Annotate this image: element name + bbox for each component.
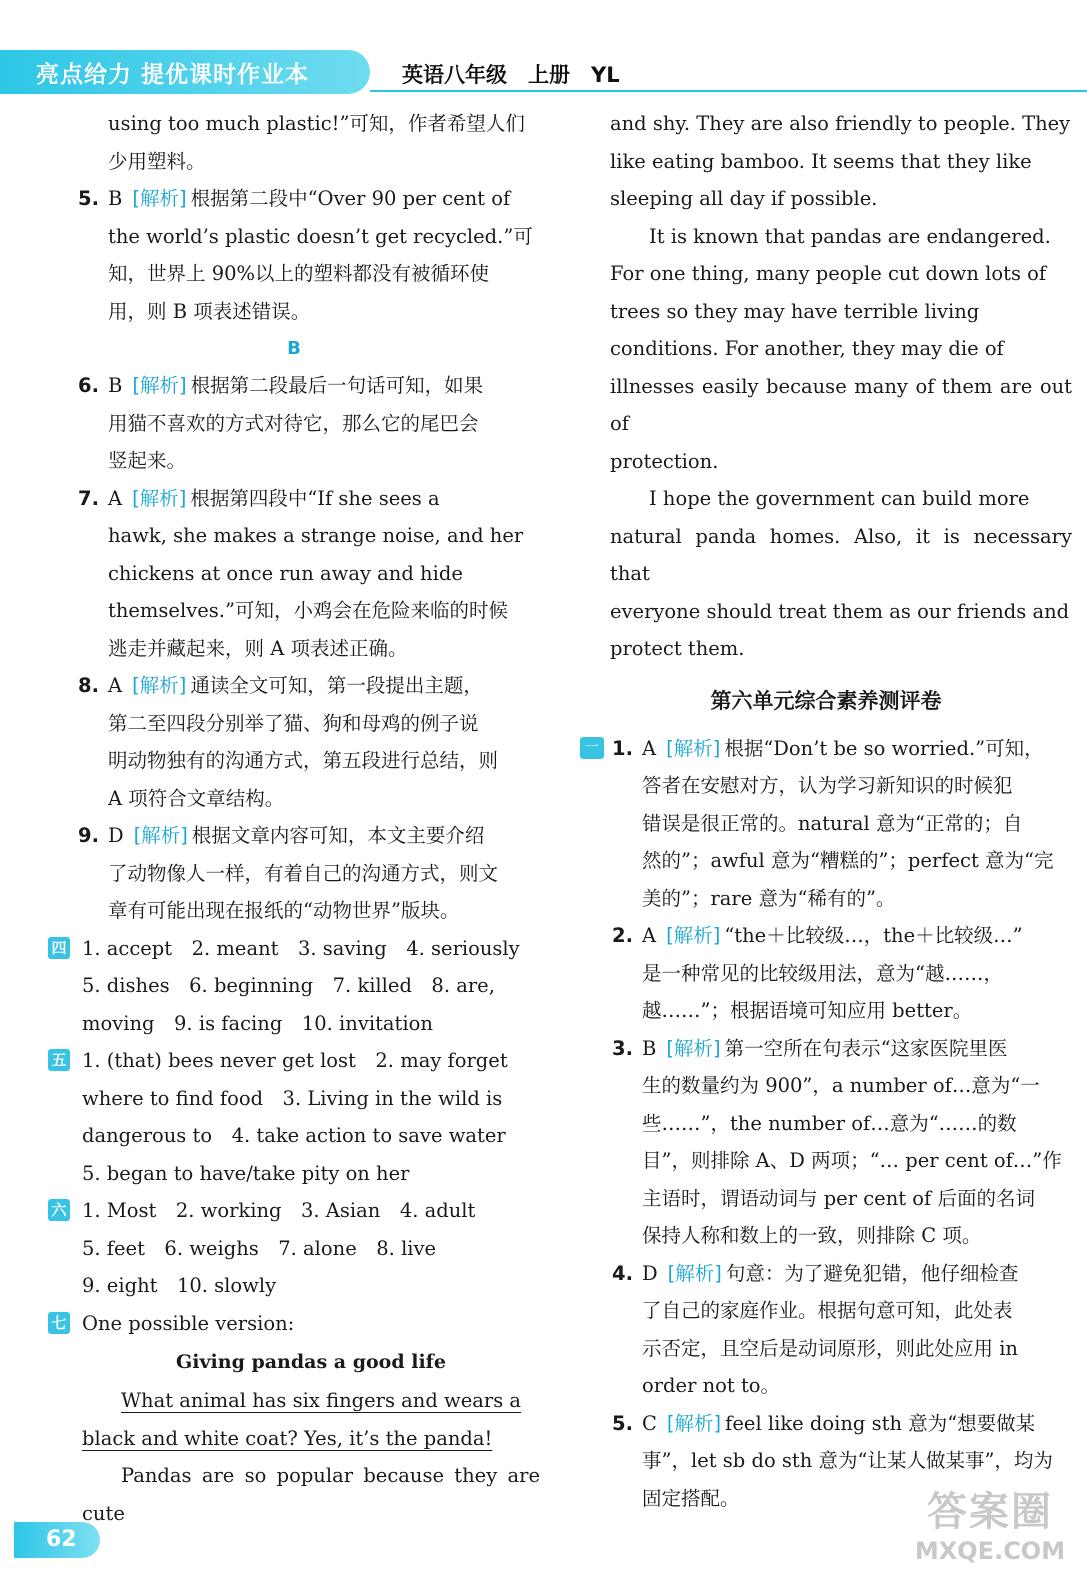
watermark-logo [900, 1488, 1080, 1572]
answer-line: 1. (that) bees never get lost 2. may forget [82, 1049, 508, 1072]
essay-line: sleeping all day if possible. [610, 187, 878, 210]
explanation-line: chickens at once run away and hide [108, 561, 463, 585]
header-divider [370, 90, 1087, 92]
intro-line: using too much plastic!”可知，作者希望人们 [108, 112, 525, 135]
watermark-text: 答案圈 [927, 1489, 1053, 1535]
explanation-line: the world’s plastic doesn’t get recycled.”可 [108, 224, 533, 248]
essay-line: like eating bamboo. It seems that they like [610, 149, 1032, 173]
explanation-line: 些……”，the number of…意为“……的数 [642, 1111, 1017, 1135]
explanation-line: feel like doing sth 意为“想要做某 [725, 1411, 1036, 1435]
analysis-tag: [解析] [666, 1411, 722, 1435]
answer-line: 5. feet 6. weighs 7. alone 8. live [82, 1236, 437, 1260]
answer-line: 9. eight 10. slowly [82, 1274, 277, 1297]
page-header [0, 50, 1087, 96]
answer-item [580, 1255, 1072, 1405]
item-answer: A [642, 924, 657, 947]
item-answer: D [642, 1261, 658, 1285]
item-number: 2. [612, 924, 633, 947]
series-title: 亮点给力 提优课时作业本 [36, 62, 310, 88]
explanation-line: 了自己的家庭作业。根据句意可知，此处表 [642, 1299, 1013, 1322]
essay-line: Pandas are so popular because they are cute [82, 1464, 540, 1525]
item-answer: B [108, 374, 123, 397]
essay-line: everyone should treat them as our friends and [610, 599, 1070, 623]
answer-line: 1. Most 2. working 3. Asian 4. adult [82, 1199, 476, 1222]
series-banner [0, 50, 370, 94]
explanation-line: 根据第四段中“If she sees a [190, 486, 440, 510]
explanation-line: 生的数量约为 900”，a number of…意为“一 [642, 1074, 1040, 1097]
explanation-line: 错误是很正常的。natural 意为“正常的；自 [642, 811, 1023, 835]
essay-paragraph [580, 218, 1072, 481]
analysis-tag: [解析] [132, 187, 187, 210]
analysis-tag: [解析] [133, 824, 188, 847]
essay-line: What animal has six fingers and wears a [121, 1389, 522, 1412]
analysis-tag: [解析] [132, 374, 187, 397]
explanation-line: 根据第二段中“Over 90 per cent of [190, 187, 511, 210]
explanation-line: 明动物独有的沟通方式，第五段进行总结，则 [108, 749, 499, 772]
item-number: 1. [612, 736, 633, 760]
left-column [48, 105, 540, 1532]
explanation-line: “the＋比较级…，the＋比较级…” [724, 924, 1023, 947]
essay-line: illnesses easily because many of them are out of [610, 374, 1072, 435]
explanation-line: A 项符合文章结构。 [108, 786, 285, 810]
explanation-line: 竖起来。 [108, 449, 187, 472]
essay-line: It is known that pandas are endangered. [649, 224, 1051, 248]
watermark-url: MXQE.COM [914, 1537, 1066, 1565]
subject-label: 英语八年级 上册 YL [402, 63, 620, 87]
item-number: 7. [78, 486, 99, 510]
answer-item [48, 817, 540, 930]
answer-item [48, 180, 540, 330]
essay-intro: One possible version: [82, 1311, 295, 1335]
item-answer: A [108, 674, 123, 697]
essay-line: protect them. [610, 637, 745, 660]
essay-line: conditions. For another, they may die of [610, 337, 1004, 360]
explanation-line: 通读全文可知，第一段提出主题， [190, 674, 483, 697]
section-four [48, 930, 540, 1043]
item-number: 9. [78, 824, 99, 847]
section-badge: 四 [48, 937, 70, 959]
answer-item [580, 917, 1072, 1030]
section-badge: 七 [48, 1312, 70, 1334]
item-answer: B [108, 187, 123, 210]
analysis-tag: [解析] [666, 924, 721, 947]
explanation-line: 了动物像人一样，有着自己的沟通方式，则文 [108, 861, 499, 885]
explanation-line: 根据第二段最后一句话可知，如果 [190, 374, 484, 397]
right-column [580, 105, 1072, 1517]
essay-paragraph [580, 480, 1072, 668]
answer-line: dangerous to 4. take action to save water [82, 1124, 506, 1147]
section-badge: 六 [48, 1199, 70, 1221]
answer-line: moving 9. is facing 10. invitation [82, 1011, 433, 1035]
section-five [48, 1042, 540, 1192]
explanation-line: 逃走并藏起来，则 A 项表述正确。 [108, 636, 408, 660]
explanation-line: 答者在安慰对方，认为学习新知识的时候犯 [642, 774, 1013, 797]
essay-line: and shy. They are also friendly to people. They [610, 112, 1071, 135]
analysis-tag: [解析] [132, 674, 187, 697]
explanation-line: 用猫不喜欢的方式对待它，那么它的尾巴会 [108, 411, 479, 435]
explanation-line: 根据“Don’t be so worried.”可知， [724, 736, 1044, 760]
explanation-line: 知，世界上 90%以上的塑料都没有被循环使 [108, 262, 490, 285]
item-answer: A [108, 486, 123, 510]
answer-item [48, 667, 540, 817]
explanation-line: hawk, she makes a strange noise, and her [108, 524, 524, 547]
explanation-line: order not to。 [642, 1374, 781, 1397]
section-seven [48, 1305, 540, 1343]
item-number: 8. [78, 674, 99, 697]
section-badge: 五 [48, 1049, 70, 1071]
essay-line: I hope the government can build more [649, 487, 1030, 510]
essay-line: trees so they may have terrible living [610, 299, 980, 323]
page-number: 62 [14, 1522, 100, 1558]
answer-item [48, 480, 540, 668]
essay-title: Giving pandas a good life [176, 1351, 446, 1373]
item-number: 3. [612, 1036, 633, 1060]
explanation-line: themselves.”可知，小鸡会在危险来临的时候 [108, 599, 508, 622]
item-answer: B [642, 1036, 657, 1060]
section-badge: 一 [580, 737, 604, 759]
answer-item [580, 1030, 1072, 1255]
explanation-line: 越……”；根据语境可知应用 better。 [642, 999, 973, 1022]
explanation-line: 保持人称和数上的一致，则排除 C 项。 [642, 1224, 982, 1247]
answer-line: 1. accept 2. meant 3. saving 4. seriously [82, 936, 520, 960]
explanation-line: 目”，则排除 A、D 两项；“… per cent of…”作 [642, 1149, 1062, 1172]
explanation-line: 章有可能出现在报纸的“动物世界”版块。 [108, 899, 460, 922]
explanation-line: 示否定，且空后是动词原形，则此处应用 in [642, 1336, 1018, 1360]
item-answer: D [108, 824, 124, 847]
analysis-tag: [解析] [666, 736, 721, 760]
unit-title: 第六单元综合素养测评卷 [710, 688, 942, 713]
analysis-tag: [解析] [132, 486, 187, 510]
explanation-line: 根据文章内容可知，本文主要介绍 [191, 824, 485, 847]
item-number: 5. [78, 187, 99, 210]
answer-line: 5. dishes 6. beginning 7. killed 8. are, [82, 974, 495, 997]
explanation-line: 用，则 B 项表述错误。 [108, 299, 311, 323]
section-six [48, 1192, 540, 1305]
explanation-line: 固定搭配。 [642, 1486, 740, 1510]
answer-line: 5. began to have/take pity on her [82, 1161, 410, 1185]
intro-line: 少用塑料。 [108, 149, 206, 173]
explanation-line: 句意：为了避免犯错，他仔细检查 [725, 1261, 1019, 1285]
analysis-tag: [解析] [667, 1261, 722, 1285]
item-number: 5. [612, 1411, 633, 1435]
item-number: 6. [78, 374, 99, 397]
explanation-line: 事”，let sb do sth 意为“让某人做某事”，均为 [642, 1449, 1053, 1472]
answer-item [580, 730, 1072, 918]
item-number: 4. [612, 1261, 633, 1285]
item-answer: C [642, 1411, 657, 1435]
section-letter: B [287, 338, 301, 359]
essay-line: black and white coat? Yes, it’s the panda! [82, 1426, 493, 1450]
analysis-tag: [解析] [666, 1036, 721, 1060]
essay-line: protection. [610, 449, 719, 473]
answer-item [48, 367, 540, 480]
answer-line: where to find food 3. Living in the wild is [82, 1086, 503, 1110]
essay-line: For one thing, many people cut down lots of [610, 262, 1047, 285]
explanation-line: 是一种常见的比较级用法，意为“越……， [642, 961, 1003, 985]
explanation-line: 第一空所在句表示“这家医院里医 [724, 1036, 1008, 1060]
explanation-line: 美的”；rare 意为“稀有的”。 [642, 886, 896, 910]
item-answer: A [642, 736, 657, 760]
explanation-line: 然的”；awful 意为“糟糕的”；perfect 意为“完 [642, 849, 1054, 872]
essay-line: natural panda homes. Also, it is necessary that [610, 524, 1072, 585]
explanation-line: 主语时，谓语动词与 per cent of 后面的名词 [642, 1186, 1035, 1210]
explanation-line: 第二至四段分别举了猫、狗和母鸡的例子说 [108, 711, 479, 735]
